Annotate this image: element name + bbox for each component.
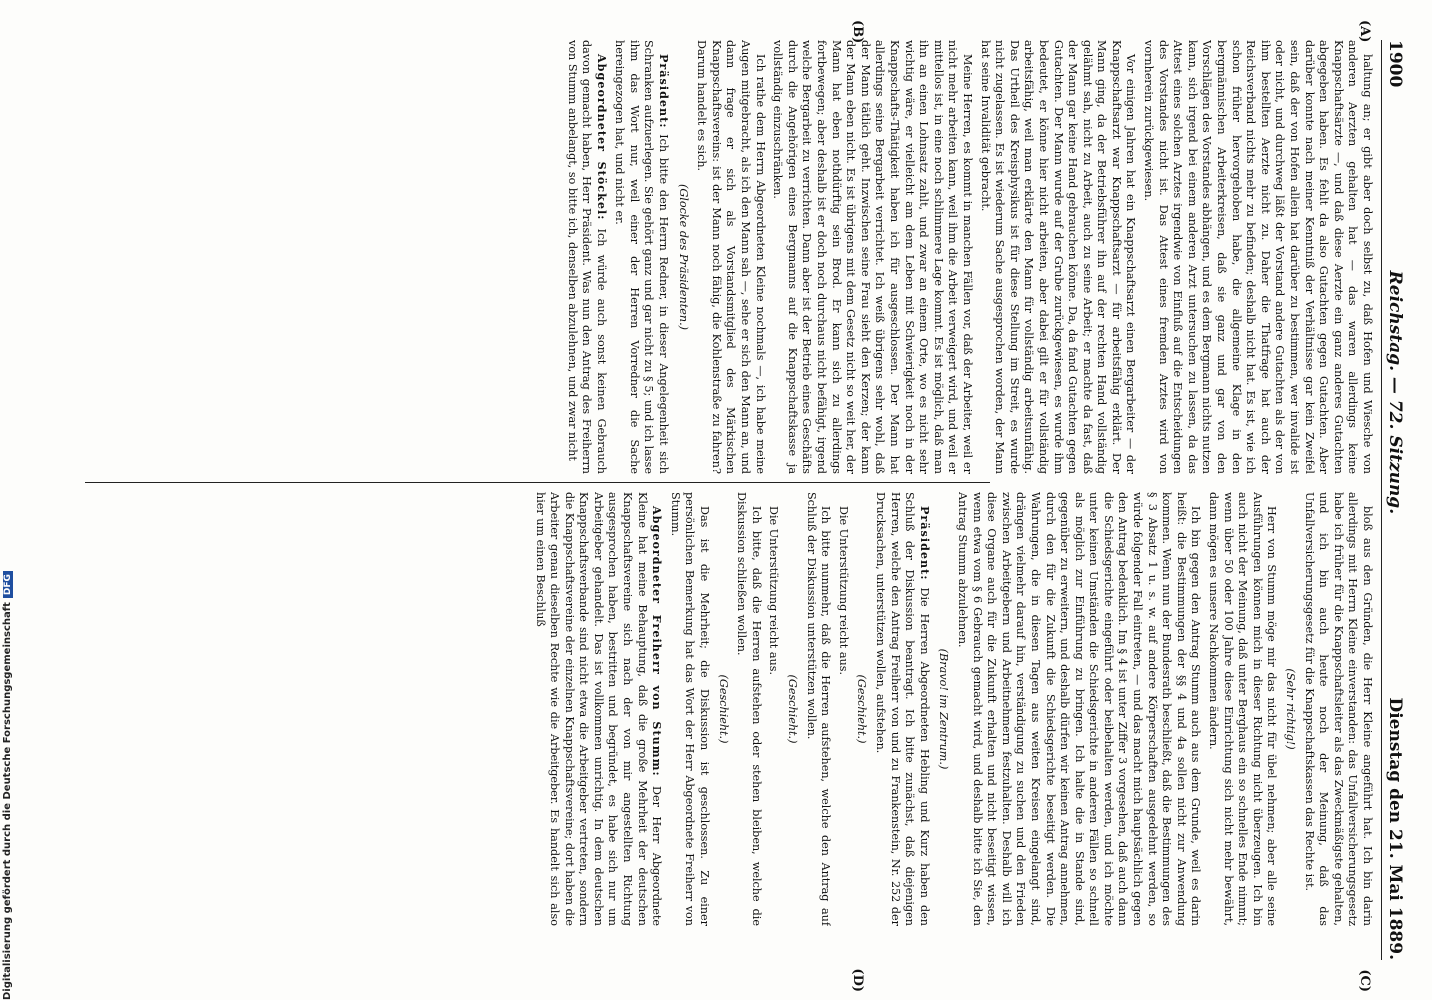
speech-paragraph bbox=[532, 492, 664, 926]
speech-paragraph bbox=[872, 492, 931, 926]
session-date: Dienstag den 21. Mai 1889. bbox=[1385, 697, 1405, 960]
speech-text: Ich würde auch sonst keinen Gebrauch davon gemacht haben, Herr Präsident. Was nun den Antrag des Freiherrn von Stumm anbelangt, so bitte ich, denselben abzulehnen, und zwar nicht bbox=[565, 40, 608, 474]
stage-direction: (Geschieht.) bbox=[855, 674, 869, 744]
margin-marker-d: (D) bbox=[850, 968, 865, 992]
speech-text: Die Herren Abgeordneten Hebling und Kurz haben den Schluß der Diskussion beantragt. Ich bitte zunächst, daß diejenigen Herren, welche den Antrag Freiherr von und zu Frankenstein, Nr. 252 der Drucksachen, unterstützen wollen, aufstehen. bbox=[874, 492, 931, 926]
stage-direction: (Sehr richtig!) bbox=[1284, 668, 1298, 750]
paragraph: bloß aus den Gründen, die Herr Kleine angeführt hat. Ich bin darin allerdings mit Herrn Kleine einverstanden: das Unfallversicherungsgesetz habe ich früher für die Knappschaftsleiter als das Zweckmäßigste gehalten, und ich bin auch heute noch der Meinung, daß das Unfallversicherungsgesetz für die Knappschaftskassen das Rechte ist. bbox=[1302, 492, 1374, 926]
speaker-name: Abgeordneter Freiherr von Stumm: bbox=[650, 506, 665, 777]
stage-direction: (Glocke des Präsidenten.) bbox=[676, 183, 690, 330]
stage-direction: (Geschieht.) bbox=[716, 674, 730, 744]
session-title: Reichstag. — 72. Sitzung. bbox=[1385, 270, 1405, 515]
page-number: 1900 bbox=[1385, 40, 1405, 88]
page-header bbox=[1381, 40, 1408, 960]
stage-direction: (Bravo! im Zentrum.) bbox=[937, 648, 951, 770]
margin-marker-c: (C) bbox=[1357, 969, 1372, 992]
paragraph: Die Unterstützung reicht aus. bbox=[836, 506, 850, 676]
paragraph: haltung an; er gibt aber doch selbst zu, daß Hofen und Wiesche von anderen Aerzten gehalten hat — das waren allerdings keine Knappschaftsärzte —, und daß diese Aerzte ein ganz anderes Gutachten abgegeben haben. Es fehlt da also Gutachten gegen Gutachten. Aber darüber konnte nach meiner Kenntniß der Verhältnisse gar kein Zweifel sein, daß der von Hofen allein hat darüber zu bestimmen, wer invalide ist oder nicht, und durchweg läßt der Vorstand andere Gutachten als der von ihm bestellten Aerzte nicht zu. Daher die Thatfrage hat auch der Reichsverband nichts mehr zu befinden; deshalb nicht hat. Es ist, wie ich schon früher hervorgehoben habe, die allgemeine Klage in den bergmännischen Arbeiterkreisen, daß sie ganz und gar von den Vorschlägen des Vorstandes abhängen, und es dem Bergmann nichts nutzen kann, sich irgend bei einem anderen Arzt untersuchen zu lassen, da das Attest eines solchen Arztes irgendwie von Einfluß auf die Entscheidungen des Vorstandes nicht ist. Das Attest eines fremden Arztes wird von vornherein zurückgewiesen. bbox=[1142, 40, 1374, 474]
footer-text: Digitalisierung gefördert durch die Deutsche Forschungsgemeinschaft bbox=[2, 602, 13, 1000]
speech-text: Der Herr Abgeordnete Kleine hat meine Behauptung, daß die große Mehrheit der deutschen Knappschaftsvereine sich nach der von mir angestellten Richtung ausgesprochen haben, bestritten und begründet, es habe sich nur um Arbeitgeber gehandelt. Das ist vollkommen unrichtig. In dem deutschen Knappschaftsverbande sind nicht etwa die Arbeitgeber vertreten, sondern die Knappschaftsvereine der einzelnen Knappschaftsvereine; dort haben die Arbeiter genau dieselben Rechte wie die Arbeitgeber. Es handelt sich also hier um einen Beschluß bbox=[533, 492, 664, 926]
paragraph: Die Unterstützung reicht aus. bbox=[767, 506, 781, 676]
speech-text: Ich bitte den Herrn Redner, in dieser Angelegenheit sich Schranken aufzuerlegen. Sie gehört ganz und gar nicht zu § 5; und ich lasse ihm das Wort nur, weil einer der Herren Vorredner die Sache hereingezogen hat, und nicht er. bbox=[613, 40, 671, 474]
left-column bbox=[98, 40, 1374, 474]
paragraph: Ich bitte nunmehr, daß die Herren aufstehen, welche den Antrag auf Schluß der Diskussion unterstützen wollen. bbox=[804, 492, 833, 926]
speech-paragraph bbox=[612, 40, 671, 474]
paragraph: Das ist die Mehrheit; die Diskussion ist geschlossen. Zu einer persönlichen Bemerkung hat das Wort der Herr Abgeordnete Freiherr von Stumm. bbox=[668, 492, 712, 926]
column-divider bbox=[85, 482, 990, 483]
speaker-name: Präsident: bbox=[917, 506, 932, 581]
speaker-name: Präsident: bbox=[657, 54, 672, 129]
margin-marker-b: (B) bbox=[850, 20, 865, 44]
speech-paragraph bbox=[564, 40, 609, 474]
paragraph: Ich rathe dem Herrn Abgeordneten Kleine nochmals —, ich habe meine Augen mitgebracht, als ich den Mann sah —, sehe er sich den Mann an, und dann frage er sich als Vorstandsmitglied des Märkischen Knappschaftsvereins: ist der Mann noch fähig, die Kohlenstraße zu fahren? Darum handelt es sich. bbox=[695, 40, 767, 474]
footer-text-wrapper bbox=[2, 574, 16, 1000]
margin-marker-a: (A) bbox=[1357, 20, 1372, 43]
digitization-footer bbox=[0, 574, 18, 1000]
right-column bbox=[98, 492, 1374, 926]
paragraph: Ich bin gegen den Antrag Stumm auch aus dem Grunde, weil es darin heißt: die Bestimmungen der §§ 4 und 4a sollen nicht zur Anwendung kommen. Wenn nun der Bundesrath beschließt, daß die Bestimmungen des § 3 Absatz 1 u. s. w. auf andere Körperschaften ausgedehnt werden, so würde folgender Fall eintreten, — und das macht mich hauptsächlich gegen den Antrag bedenklich. Im § 4 ist unter Ziffer 3 vorgesehen, daß auch dann die Schiedsgerichte eingeführt oder beibehalten werden, und ich möchte unter keinen Umständen die Schiedsgerichte in anderen Fällen so schnell als möglich zur Einführung zu bringen. Ich halte die in Stande sind, gegenüber zu erweitern, und deshalb dürfen wir keinen Antrag annehmen, durch den für die Zukunft die Schiedsgerichte beseitigt werden. Die Wahrungen, die in diesen Tagen aus weiten Kreisen eingelangt sind, drängen vielmehr darauf hin, verständigung zu suchen und den Frieden zwischen Arbeitgebern und Arbeitnehmern festzuhalten. Deshalb will ich diese Organe auch für die Zukunft erhalten und nicht beseitigt wissen, wenn etwa vom § 6 Gebrauch gemacht wird, und deshalb bitte ich Sie, den Antrag Stumm abzulehnen. bbox=[955, 492, 1203, 926]
paragraph: Ich bitte, daß die Herren aufstehen oder stehen bleiben, welche die Diskussion schließen wollen. bbox=[735, 492, 763, 926]
dfg-logo: DFG bbox=[3, 571, 13, 598]
paragraph: Herr von Stumm möge mir das nicht für übel nehmen; aber alle seine Ausführungen können mich in dieser Richtung nicht überzeugen. Ich bin auch nicht der Meinung, daß unter Berghaus ein so schnelles Ende nimmt; wenn über 50 oder 100 Jahre diese Einrichtung sich nicht mehr bewährt, dann mögen es unsere Nachkommen ändern. bbox=[1207, 492, 1279, 926]
paragraph: Meine Herren, es kommt in manchen Fällen vor, daß der Arbeiter, weil er nicht mehr arbeiten kann, weil ihm die Arbeit verweigert wird, und weil er mittellos ist, in eine noch schlimmere Lage kommt. Es ist möglich, daß man ihn an einen Lohnsatz zahlt, und zwar an einem Orte, wo es nicht sehr wichtig wäre, er vielleicht am dem Leben mit Schwierigkeit noch in der Knappschafts-Thätigkeit haben ich für ausgeschlossen. Der Mann hat allerdings seine Bergarbeit verrichtet. Ich weiß übrigens sehr wohl, daß der Mann tätlich geht. Inzwischen seine Frau sieht den Kerzen; der kann der Mann eben nicht. Es ist übrigens mit dem Gesetz nicht so weit her, der Mann hat eben nothdürftig sein Brod. Er kann sich zu allerdings fortbewegen; aber deshalb ist er doch noch durchaus nicht befähigt, irgend welche Bergarbeit zu verrichten. Dann aber ist der Betrieb eines Geschäfts durch die Angehörigen eines Bergmanns auf die Knappschaftskasse ja vollständig einzuschränken. bbox=[771, 40, 974, 474]
paragraph: Vor einigen Jahren hat ein Knappschaftsarzt einen Bergarbeiter — der Knappschaftsarzt war Knappschaftsarzt — für arbeitsfähig erklärt. Der Mann ging, da der Betriebsführer ihn auf der rechten Hand vollständig gelähmt sah, nicht zu Arbeit, auch zu seine Arbeit; er machte da fast, daß der Mann gar keine Hand gebrauchen könne. Da, da fand Gutachten gegen Gutachten. Der Mann wurde auf der Grube zurückgewiesen, es wurde ihm bedeutet, er könne hier nicht arbeiten, aber dabei gilt er für vollständig arbeitsfähig, weil man erklärte den Mann für vollständig arbeitsunfähig. Das Urtheil des Kreisphysikus ist für diese Stellung im Streit, es wurde nicht zugelassen. Es ist wiederum Sache ausgesprochen worden, der Mann hat seine Invalidität gebracht. bbox=[978, 40, 1138, 474]
speaker-name: Abgeordneter Stöckel: bbox=[594, 54, 609, 221]
document-page bbox=[90, 20, 1410, 992]
stage-direction: (Geschieht.) bbox=[786, 674, 800, 744]
